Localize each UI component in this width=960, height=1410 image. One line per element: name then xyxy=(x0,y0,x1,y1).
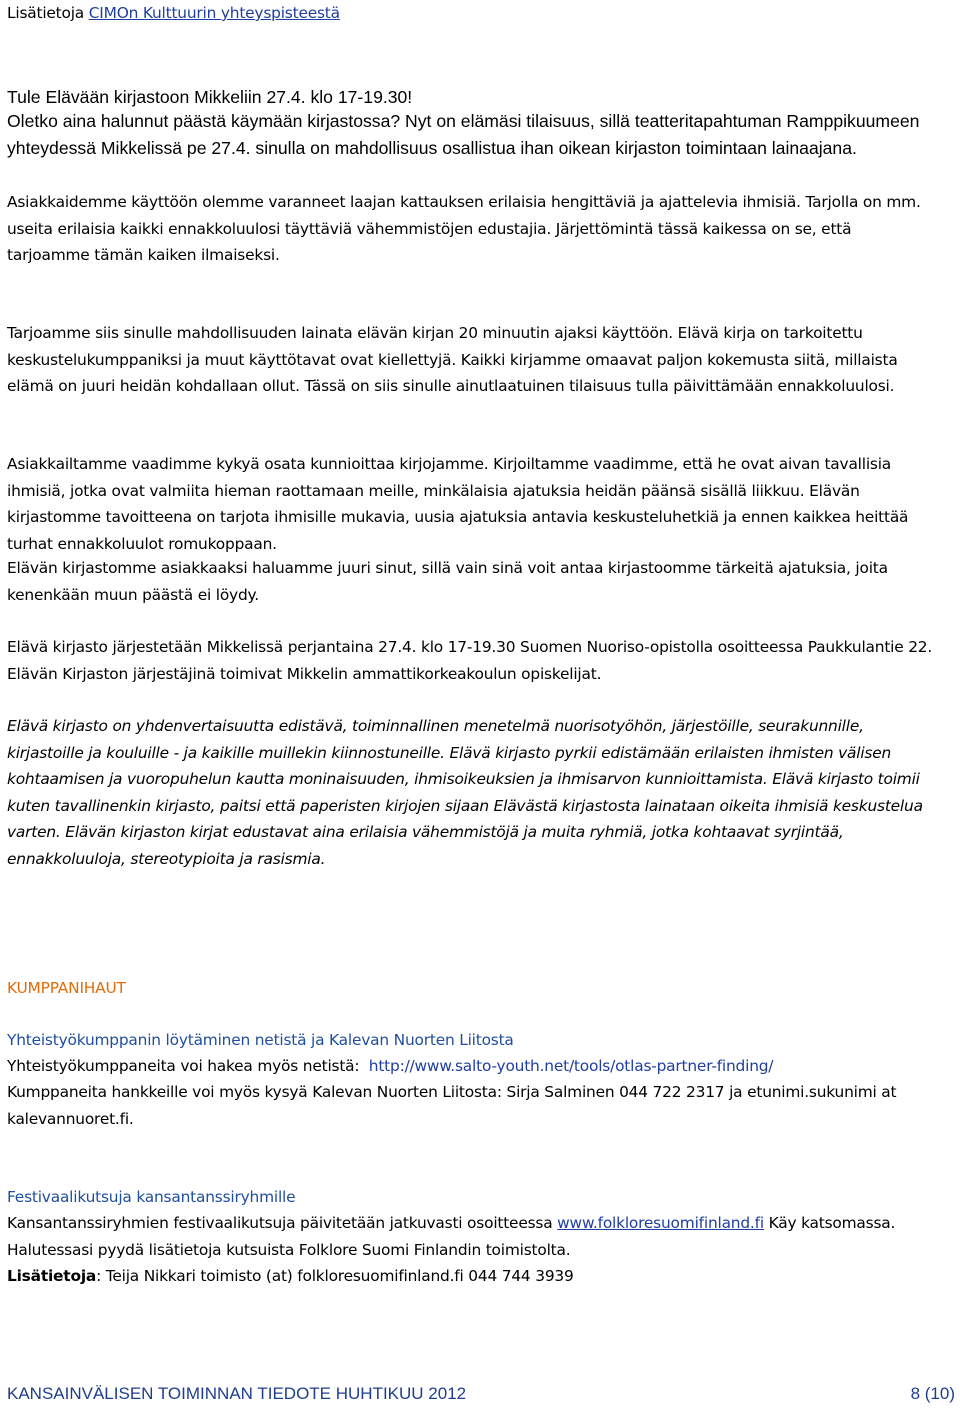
section-title: KUMPPANIHAUT xyxy=(7,979,126,997)
footer-page-number: 8 (10) xyxy=(910,1384,955,1403)
partner-text-2 xyxy=(7,1210,937,1263)
cimo-link[interactable]: CIMOn Kulttuurin yhteyspisteestä xyxy=(88,4,340,22)
partner-info xyxy=(7,1263,937,1290)
event-paragraph-4: Elävän kirjastomme asiakkaaksi haluamme juuri sinut, sillä vain sinä voit antaa kirjastoomme tärkeitä ajatuksia, joita kenenkään muun päästä ei löydy. xyxy=(7,559,888,604)
partner-text-1b: Kumppaneita hankkeille voi myös kysyä Kalevan Nuorten Liitosta: Sirja Salminen 044 722 2317 ja etunimi.sukunimi at kalevannuoret.fi. xyxy=(7,1083,897,1128)
event-lead: Oletko aina halunnut päästä käymään kirjastossa? Nyt on elämäsi tilaisuus, sillä teatteritapahtuman Ramppikuumeen yhteydessä Mikkelissä pe 27.4. sinulla on mahdollisuus osallistua ihan oikean kirjaston toimintaan lainaajana. xyxy=(7,111,920,158)
partner-info-label: Lisätietoja xyxy=(7,1267,97,1285)
partner-heading-2: Festivaalikutsuja kansantanssiryhmille xyxy=(7,1188,296,1206)
intro-label: Lisätietoja xyxy=(7,4,85,22)
event-heading: Tule Elävään kirjastoon Mikkeliin 27.4. klo 17-19.30! xyxy=(7,87,413,107)
event-paragraph-1: Asiakkaidemme käyttöön olemme varanneet laajan kattauksen erilaisia hengittäviä ja ajattelevia ihmisiä. Tarjolla on mm. useita erilaisia kaikki ennakkoluulosi täyttäviä vähemmistöjen edustajia. Järjettömintä tässä kaikessa on se, että tarjoamme tämän kaiken ilmaiseksi. xyxy=(7,193,921,264)
page-footer xyxy=(7,1384,955,1404)
event-paragraph-3: Asiakkailtamme vaadimme kykyä osata kunnioittaa kirjojamme. Kirjoiltamme vaadimme, että he ovat aivan tavallisia ihmisiä, jotka ovat valmiita hieman raottamaan meille, minkälaisia ajatuksia heidän päänsä sisällä liikkuu. Elävän kirjastomme tavoitteena on tarjota ihmisille mukavia, uusia ajatuksia antavia keskusteluhetkiä ja ennen kaikkea heittää turhat ennakkoluulot romukoppaan. xyxy=(7,455,909,553)
salto-link[interactable]: http://www.salto-youth.net/tools/otlas-partner-finding/ xyxy=(368,1057,774,1075)
intro-line xyxy=(7,0,937,27)
event-paragraph-2: Tarjoamme siis sinulle mahdollisuuden lainata elävän kirjan 20 minuutin ajaksi käyttöön. Elävä kirja on tarkoitettu keskustelukumppaniksi ja muut käyttötavat ovat kiellettyjä. Kaikki kirjamme omaavat paljon kokemusta siitä, millaista elämä on juuri heidän kohdallaan ollut. Tässä on siis sinulle ainutlaatuinen tilaisuus tulla päivittämään ennakkoluulosi. xyxy=(7,324,898,395)
partner-heading-1: Yhteistyökumppanin löytäminen netistä ja Kalevan Nuorten Liitosta xyxy=(7,1031,514,1049)
folklore-link[interactable]: www.folkloresuomifinland.fi xyxy=(557,1214,764,1232)
event-paragraph-6: Elävä kirjasto on yhdenvertaisuutta edistävä, toiminnallinen menetelmä nuorisotyöhön, järjestöille, seurakunnille, kirjastoille ja kouluille - ja kaikille muillekin kiinnostuneille. Elävä kirjasto pyrkii edistämään erilaisten ihmisten välisen kohtaamisen ja vuoropuhelun kautta moninaisuuden, ihmisoikeuksien ja ihmisarvon kunnioittamista. Elävä kirjasto toimii kuten tavallinenkin kirjasto, paitsi että paperisten kirjojen sijaan Elävästä kirjastosta lainataan oikeita ihmisiä keskustelua varten. Elävän kirjaston kirjat edustavat aina erilaisia vähemmistöjä ja muita ryhmiä, jotka kohtaavat syrjintää, ennakkoluuloja, stereotypioita ja rasismia. xyxy=(7,717,923,868)
partner-text-1a: Yhteistyökumppaneita voi hakea myös netistä: xyxy=(7,1057,360,1075)
partner-text-2a: Kansantanssiryhmien festivaalikutsuja päivitetään jatkuvasti osoitteessa xyxy=(7,1214,553,1232)
partner-text-1 xyxy=(7,1053,937,1080)
partner-text-2b: Käy katsomassa. Halutessasi pyydä lisätietoja kutsuista Folklore Suomi Finlandin toimistolta. xyxy=(7,1214,896,1259)
event-paragraph-5: Elävä kirjasto järjestetään Mikkelissä perjantaina 27.4. klo 17-19.30 Suomen Nuoriso-opistolla osoitteessa Paukkulantie 22. Elävän Kirjaston järjestäjinä toimivat Mikkelin ammattikorkeakoulun opiskelijat. xyxy=(7,638,933,683)
partner-info-text: : Teija Nikkari toimisto (at) folkloresuomifinland.fi 044 744 3939 xyxy=(96,1267,574,1285)
footer-title: KANSAINVÄLISEN TOIMINNAN TIEDOTE HUHTIKUU 2012 xyxy=(7,1384,467,1403)
